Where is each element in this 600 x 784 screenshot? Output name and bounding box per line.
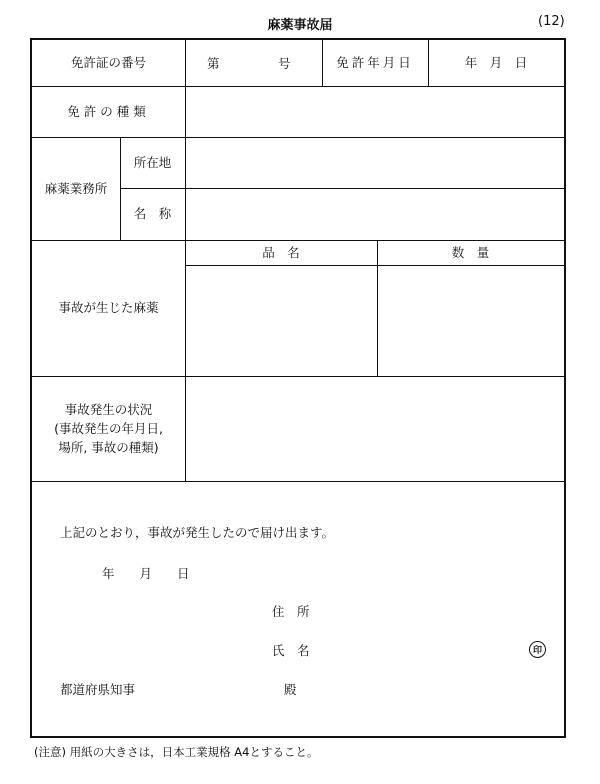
- license-date-ymd: 年 月 日: [464, 55, 528, 70]
- license-number-dai: 第: [207, 56, 220, 71]
- situation-label: [32, 376, 185, 481]
- business-label: 麻薬業務所: [44, 180, 108, 196]
- form-table: [30, 38, 566, 738]
- situation-value[interactable]: [187, 378, 562, 479]
- situation-label-line1: 事故発生の状況: [64, 402, 153, 417]
- address-label: 住 所: [272, 604, 310, 619]
- paper-size-note: (注意) 用紙の大きさは，日本工業規格 A4とすること。: [34, 745, 319, 759]
- business-name-label: 名 称: [133, 206, 172, 221]
- row-divider: [185, 265, 564, 266]
- license-type-label: 免許の種類: [67, 103, 150, 119]
- declaration-date: 年 月 日: [102, 566, 190, 581]
- seal-mark: 印: [529, 641, 546, 658]
- row-divider: [32, 481, 564, 482]
- license-number-label: 免許証の番号: [70, 55, 146, 70]
- drug-label: 事故が生じた麻薬: [58, 300, 159, 315]
- business-name-value[interactable]: [187, 190, 562, 238]
- name-label: 氏 名: [272, 643, 310, 658]
- situation-label-line3: 場所, 事故の種類): [58, 440, 159, 455]
- license-date-label: 免許年月日: [336, 55, 414, 70]
- form-number: (12): [538, 14, 565, 29]
- declaration-statement: 上記のとおり，事故が発生したので届け出ます。: [60, 525, 335, 540]
- location-label: 所在地: [133, 154, 172, 170]
- drug-item-value[interactable]: [187, 267, 375, 374]
- location-value[interactable]: [187, 139, 562, 186]
- license-type-value[interactable]: [187, 88, 562, 135]
- drug-item-header: 品 名: [262, 244, 300, 260]
- row-divider: [120, 188, 564, 189]
- situation-label-line2: (事故発生の年月日,: [54, 421, 163, 436]
- license-number-go: 号: [278, 56, 291, 71]
- form-title: 麻薬事故届: [267, 18, 333, 33]
- honorific: 殿: [284, 682, 297, 697]
- drug-qty-value[interactable]: [379, 267, 562, 374]
- drug-qty-header: 数 量: [451, 244, 490, 260]
- addressee: 都道府県知事: [60, 682, 136, 697]
